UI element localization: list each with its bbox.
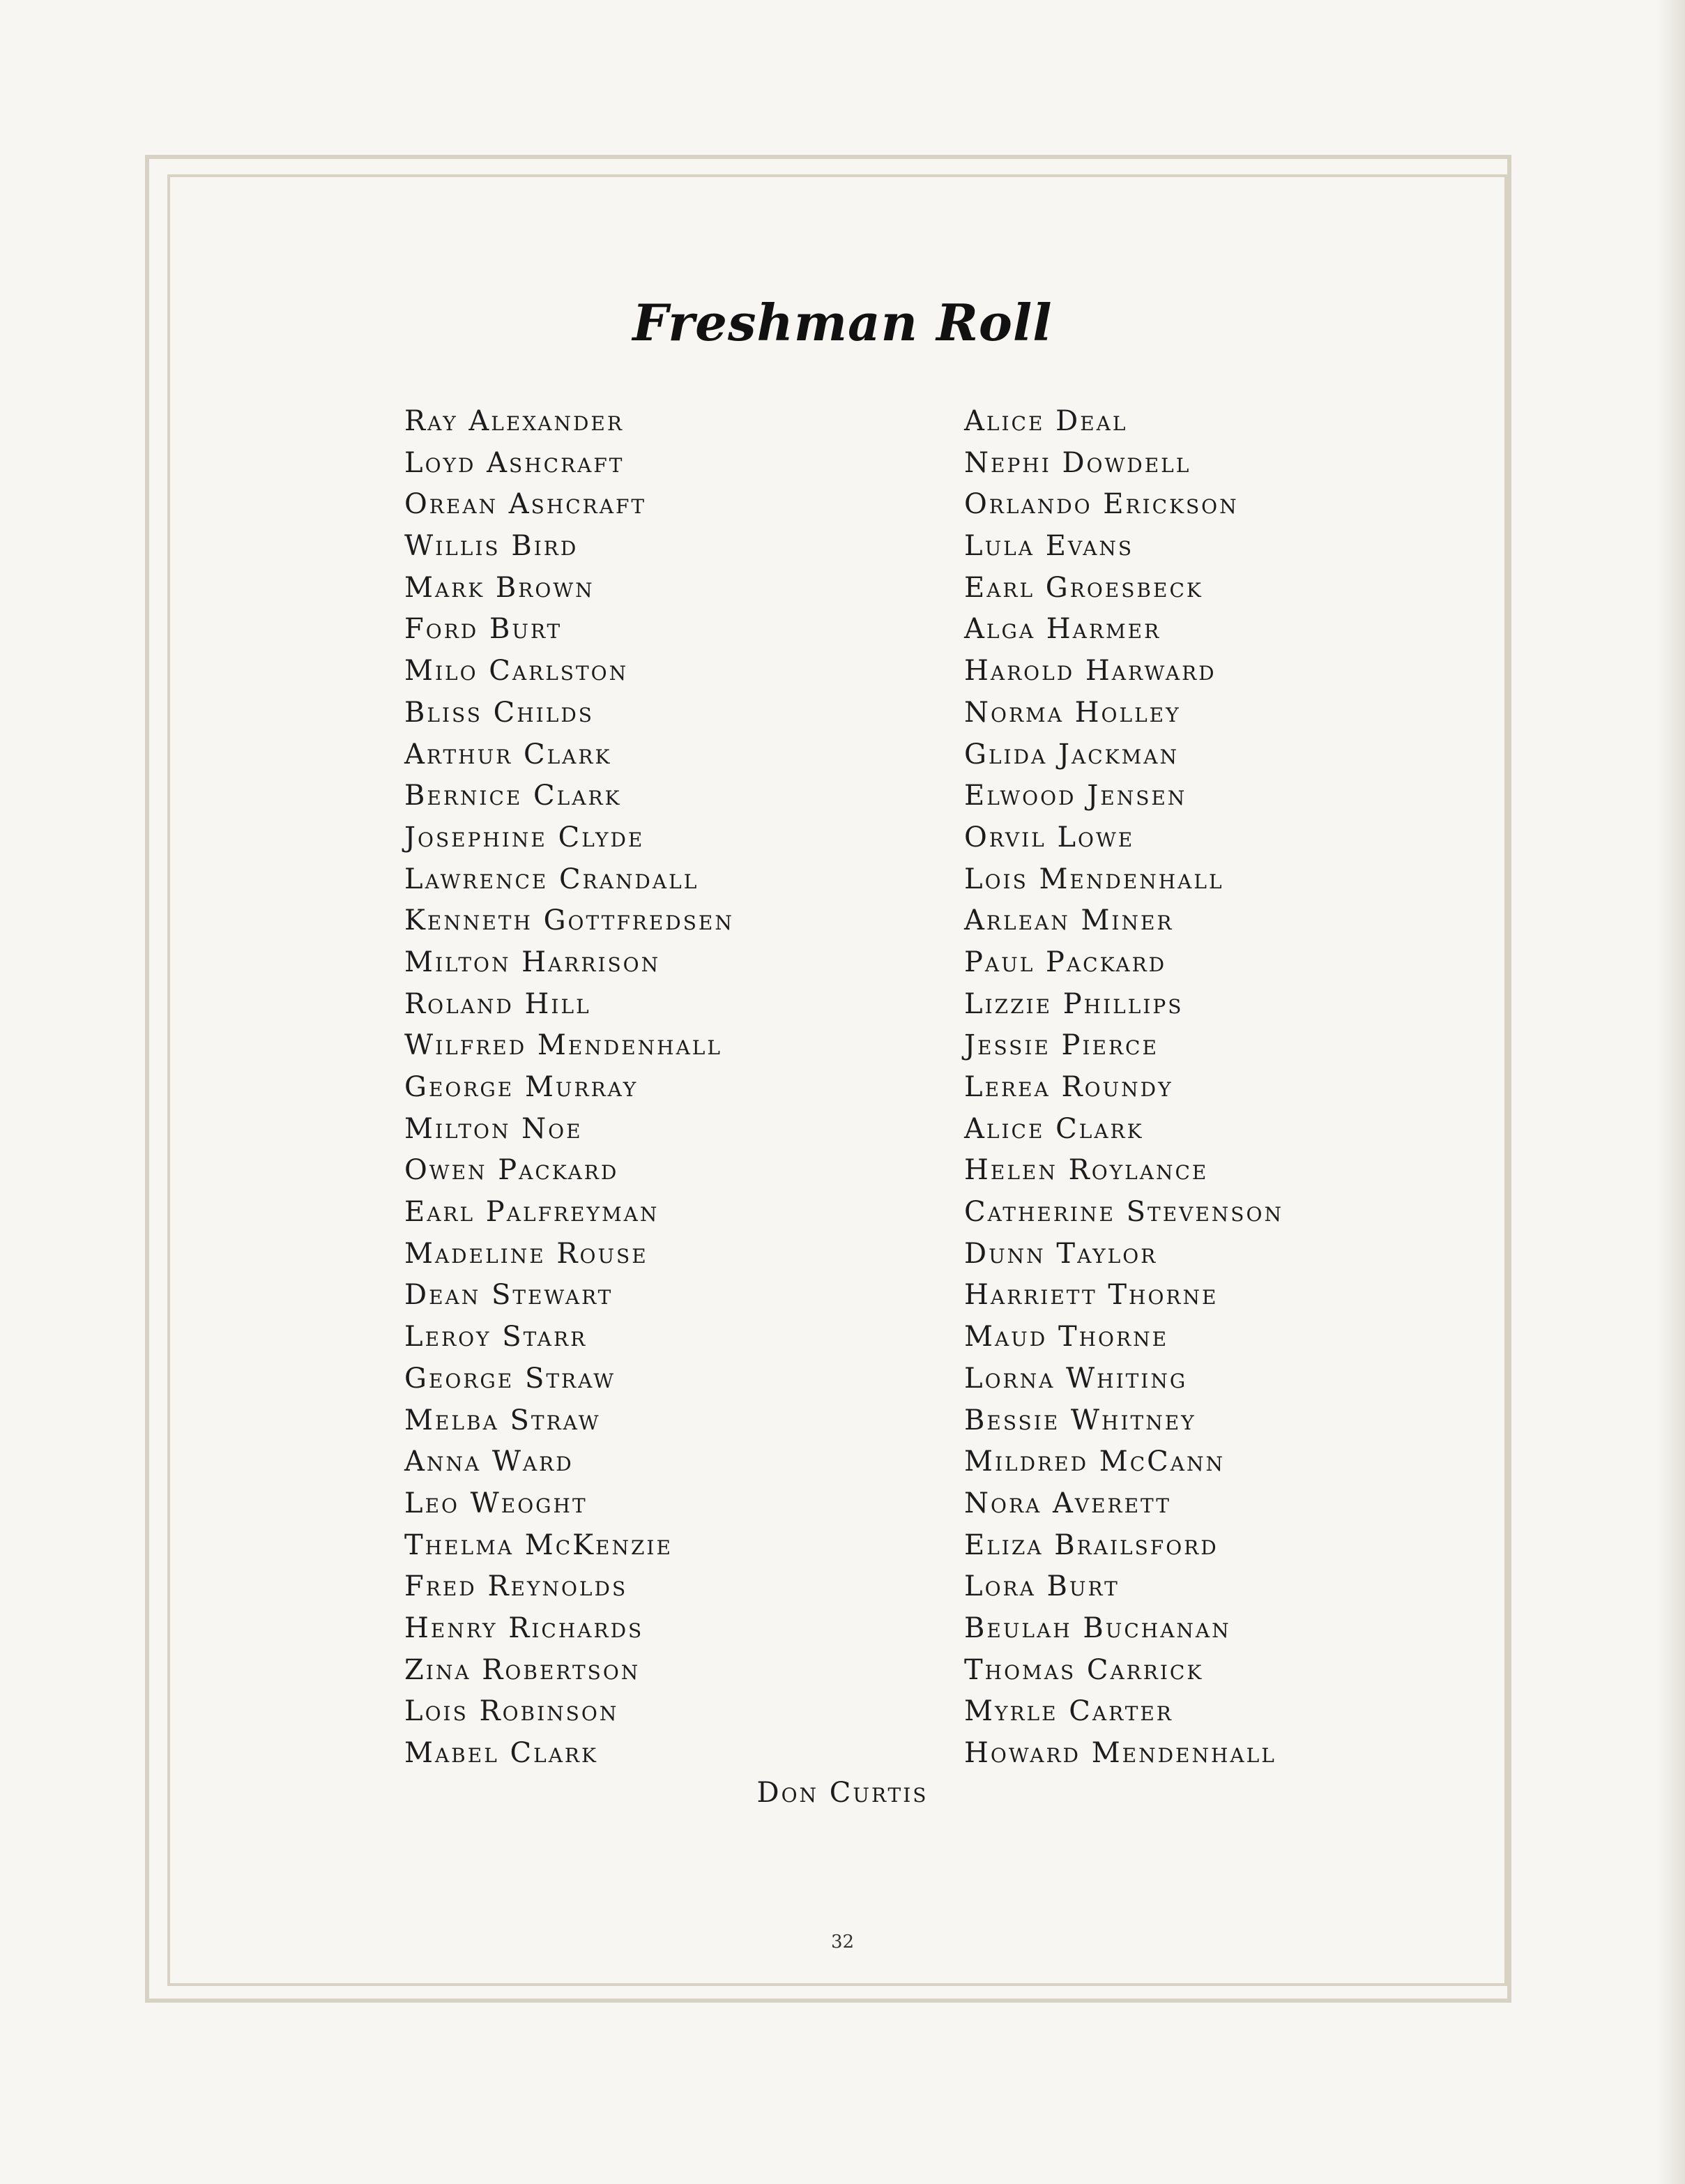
student-name: Earl Groesbeck <box>964 571 1203 604</box>
student-name: Arlean Miner <box>964 904 1174 937</box>
student-name: Catherine Stevenson <box>964 1196 1283 1229</box>
student-name: Beulah Buchanan <box>964 1612 1231 1644</box>
student-name: Alice Clark <box>964 1112 1144 1145</box>
student-name: Orean Ashcraft <box>404 488 647 521</box>
student-name: Mildred McCann <box>964 1446 1225 1478</box>
student-name: Elwood Jensen <box>964 780 1187 812</box>
student-name: Bernice Clark <box>404 780 622 812</box>
student-name: Norma Holley <box>964 696 1181 729</box>
student-name: Kenneth Gottfredsen <box>404 904 734 937</box>
student-name: Bliss Childs <box>404 696 594 729</box>
right-name-column <box>964 401 1341 1775</box>
student-name: Willis Bird <box>404 530 579 563</box>
student-name: Milo Carlston <box>404 655 629 688</box>
student-name: Harold Harward <box>964 655 1217 688</box>
student-name: Glida Jackman <box>964 738 1179 771</box>
student-name: Eliza Brailsford <box>964 1529 1219 1561</box>
student-name: Loyd Ashcraft <box>404 446 625 479</box>
student-name: Harriett Thorne <box>964 1279 1219 1312</box>
student-name: George Straw <box>404 1362 616 1395</box>
student-name: Wilfred Mendenhall <box>404 1029 722 1062</box>
student-name: Orlando Erickson <box>964 488 1239 521</box>
student-name: Helen Roylance <box>964 1154 1209 1187</box>
student-name: Earl Palfreyman <box>404 1196 659 1229</box>
student-name: George Murray <box>404 1071 639 1103</box>
student-name: Thomas Carrick <box>964 1653 1204 1686</box>
student-name: Dunn Taylor <box>964 1237 1158 1270</box>
student-name: Lerea Roundy <box>964 1071 1173 1103</box>
student-name: Howard Mendenhall <box>964 1737 1276 1769</box>
student-name: Henry Richards <box>404 1612 644 1644</box>
student-name: Ford Burt <box>404 613 563 646</box>
page-number: 32 <box>830 1932 855 1952</box>
student-name: Madeline Rouse <box>404 1237 648 1270</box>
student-name: Lora Burt <box>964 1570 1120 1603</box>
student-name: Nephi Dowdell <box>964 446 1191 479</box>
student-name: Maud Thorne <box>964 1321 1169 1353</box>
student-name: Paul Packard <box>964 946 1167 978</box>
student-name: Lawrence Crandall <box>404 863 699 895</box>
page-title: Freshman Roll <box>632 293 1053 352</box>
student-name: Lois Robinson <box>404 1695 619 1728</box>
student-name: Leroy Starr <box>404 1321 588 1353</box>
left-name-column <box>404 401 767 1775</box>
student-name: Alga Harmer <box>964 613 1161 646</box>
student-name: Orvil Lowe <box>964 821 1135 854</box>
student-name: Dean Stewart <box>404 1279 613 1312</box>
student-name: Owen Packard <box>404 1154 619 1187</box>
student-name: Lois Mendenhall <box>964 863 1224 895</box>
student-name: Myrle Carter <box>964 1695 1173 1728</box>
student-name: Melba Straw <box>404 1404 601 1436</box>
student-name: Milton Harrison <box>404 946 661 978</box>
student-name: Lula Evans <box>964 530 1134 563</box>
extra-name: Don Curtis <box>756 1777 929 1809</box>
student-name: Milton Noe <box>404 1112 583 1145</box>
student-name: Nora Averett <box>964 1487 1171 1519</box>
student-name: Thelma McKenzie <box>404 1529 673 1561</box>
student-name: Bessie Whitney <box>964 1404 1196 1436</box>
student-name: Mabel Clark <box>404 1737 598 1769</box>
student-name: Ray Alexander <box>404 405 624 437</box>
student-name: Josephine Clyde <box>404 821 645 854</box>
student-name: Zina Robertson <box>404 1653 641 1686</box>
student-name: Lorna Whiting <box>964 1362 1188 1395</box>
student-name: Alice Deal <box>964 405 1128 437</box>
student-name: Lizzie Phillips <box>964 987 1184 1020</box>
student-name: Fred Reynolds <box>404 1570 628 1603</box>
student-name: Arthur Clark <box>404 738 612 771</box>
student-name: Roland Hill <box>404 987 591 1020</box>
student-name: Mark Brown <box>404 571 595 604</box>
student-name: Jessie Pierce <box>964 1029 1159 1062</box>
student-name: Anna Ward <box>404 1446 574 1478</box>
student-name: Leo Weoght <box>404 1487 588 1519</box>
